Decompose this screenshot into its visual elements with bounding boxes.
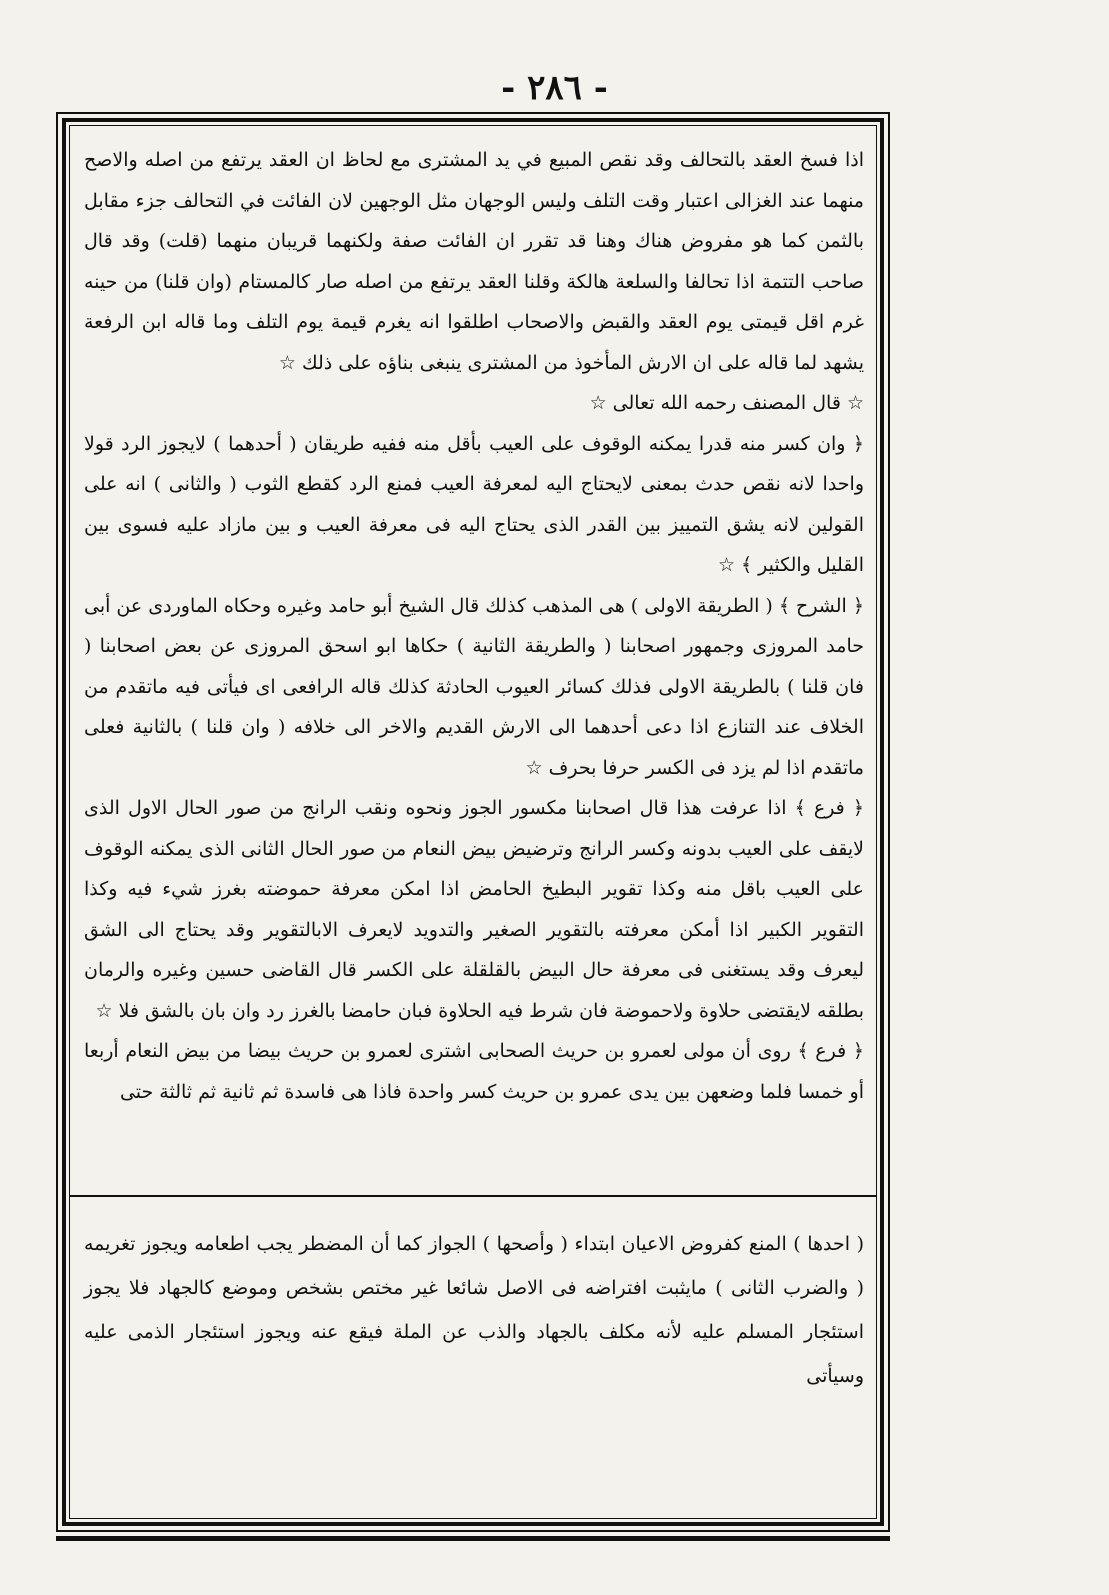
footnote-divider [70,1195,876,1197]
footnotes [84,1222,864,1398]
bottom-rule [56,1536,890,1541]
footnote-paragraph: ( احدها ) المنع كفروض الاعيان ابتداء ( وأصحها ) الجواز كما أن المضطر يجب اطعامه ويجوز تغريمه ( والضرب الثانى ) مايثبت افتراضه فى الاصل شائعا غير مختص بشخص وموضع كالجهاد فلا يجوز استئجار المسلم عليه لأنه مكلف بالجهاد والذب عن الملة فيقع عنه ويجوز استئجار الذمى عليه وسيأتى [84,1233,864,1387]
paragraph: ﴿ فرع ﴾ روى أن مولى لعمرو بن حريث الصحابى اشترى لعمرو بن حريث بيضا من بيض النعام أربعا أو خمسا فلما وضعهن بين يدى عمرو بن حريث كسر واحدة فاذا هى فاسدة ثم ثانية ثم ثالثة حتى [84,1040,864,1103]
paragraph: اذا فسخ العقد بالتحالف وقد نقص المبيع في يد المشترى مع لحاظ ان العقد يرتفع من اصله والاصح منهما عند الغزالى اعتبار وقت التلف وليس الوجهان مثل الوجهين لان الفائت في التحالف جزء مقابل بالثمن كما هو مفروض هناك وهنا قد تقرر ان الفائت صفة ولكنهما قريبان منهما (قلت) وقد قال صاحب التتمة اذا تحالفا والسلعة هالكة وقلنا العقد يرتفع من اصله صار كالمستام (وان قلنا) من حينه غرم اقل قيمتى يوم العقد والقبض والاصحاب اطلقوا انه يغرم قيمة يوم التلف وما قاله ابن الرفعة يشهد لما قاله على ان الارش المأخوذ من المشترى ينبغى بناؤه على ذلك ☆ [84,149,864,374]
heading-author-says: ☆ قال المصنف رحمه الله تعالى ☆ [589,392,864,414]
paragraph: ﴿ وان كسر منه قدرا يمكنه الوقوف على العيب بأقل منه ففيه طريقان ( أحدهما ) لايجوز الرد قولا واحدا لانه نقص حدث بمعنى لايحتاج اليه لمعرفة العيب فمنع الرد كقطع الثوب ( والثانى ) انه على القولين لانه يشق التمييز بين القدر الذى يحتاج اليه فى معرفة العيب و بين مازاد عليه فسوى بين القليل والكثير ﴾ ☆ [84,432,864,576]
main-text [84,140,864,1112]
paragraph: ﴿ الشرح ﴾ ( الطريقة الاولى ) هى المذهب كذلك قال الشيخ أبو حامد وغيره وحكاه الماوردى عن أبى حامد المروزى وجمهور اصحابنا ( والطريقة الثانية ) حكاها ابو اسحق المروزى عن بعض اصحابنا ( فان قلنا ) بالطريقة الاولى فذلك كسائر العيوب الحادثة كذلك قاله الرافعى اى فيأتى فيه ماتقدم من الخلاف عند التنازع اذا دعى أحدهما الى الارش القديم والاخر الى خلافه ( وان قلنا ) بالثانية فعلى ماتقدم اذا لم يزد فى الكسر حرفا بحرف ☆ [83,594,864,779]
page-number: - ٢٨٦ - [501,68,608,108]
paragraph: ﴿ فرع ﴾ اذا عرفت هذا قال اصحابنا مكسور الجوز ونحوه ونقب الرانج من صور الحال الاول الذى لايقف على العيب بدونه وكسر الرانج وترضيض بيض النعام من صور الحال الثانى الذى يمكنه الوقوف على العيب باقل منه وكذا تقوير البطيخ الحامض اذا امكن معرفة حموضته بغرز شيء فيه وكذا التقوير الكبير اذا أمكن معرفته بالتقوير الصغير والتدويد لايعرف الابالتقوير وقد يحتاج الى الشق ليعرف وقد يستغنى فى معرفة حال البيض بالقلقلة على الكسر قال القاضى حسين وغيره والرمان بطلقه لايقتضى حلاوة ولاحموضة فان شرط فيه الحلاوة فبان حامضا بالغرز رد وان بان بالشق فلا ☆ [84,797,864,1022]
